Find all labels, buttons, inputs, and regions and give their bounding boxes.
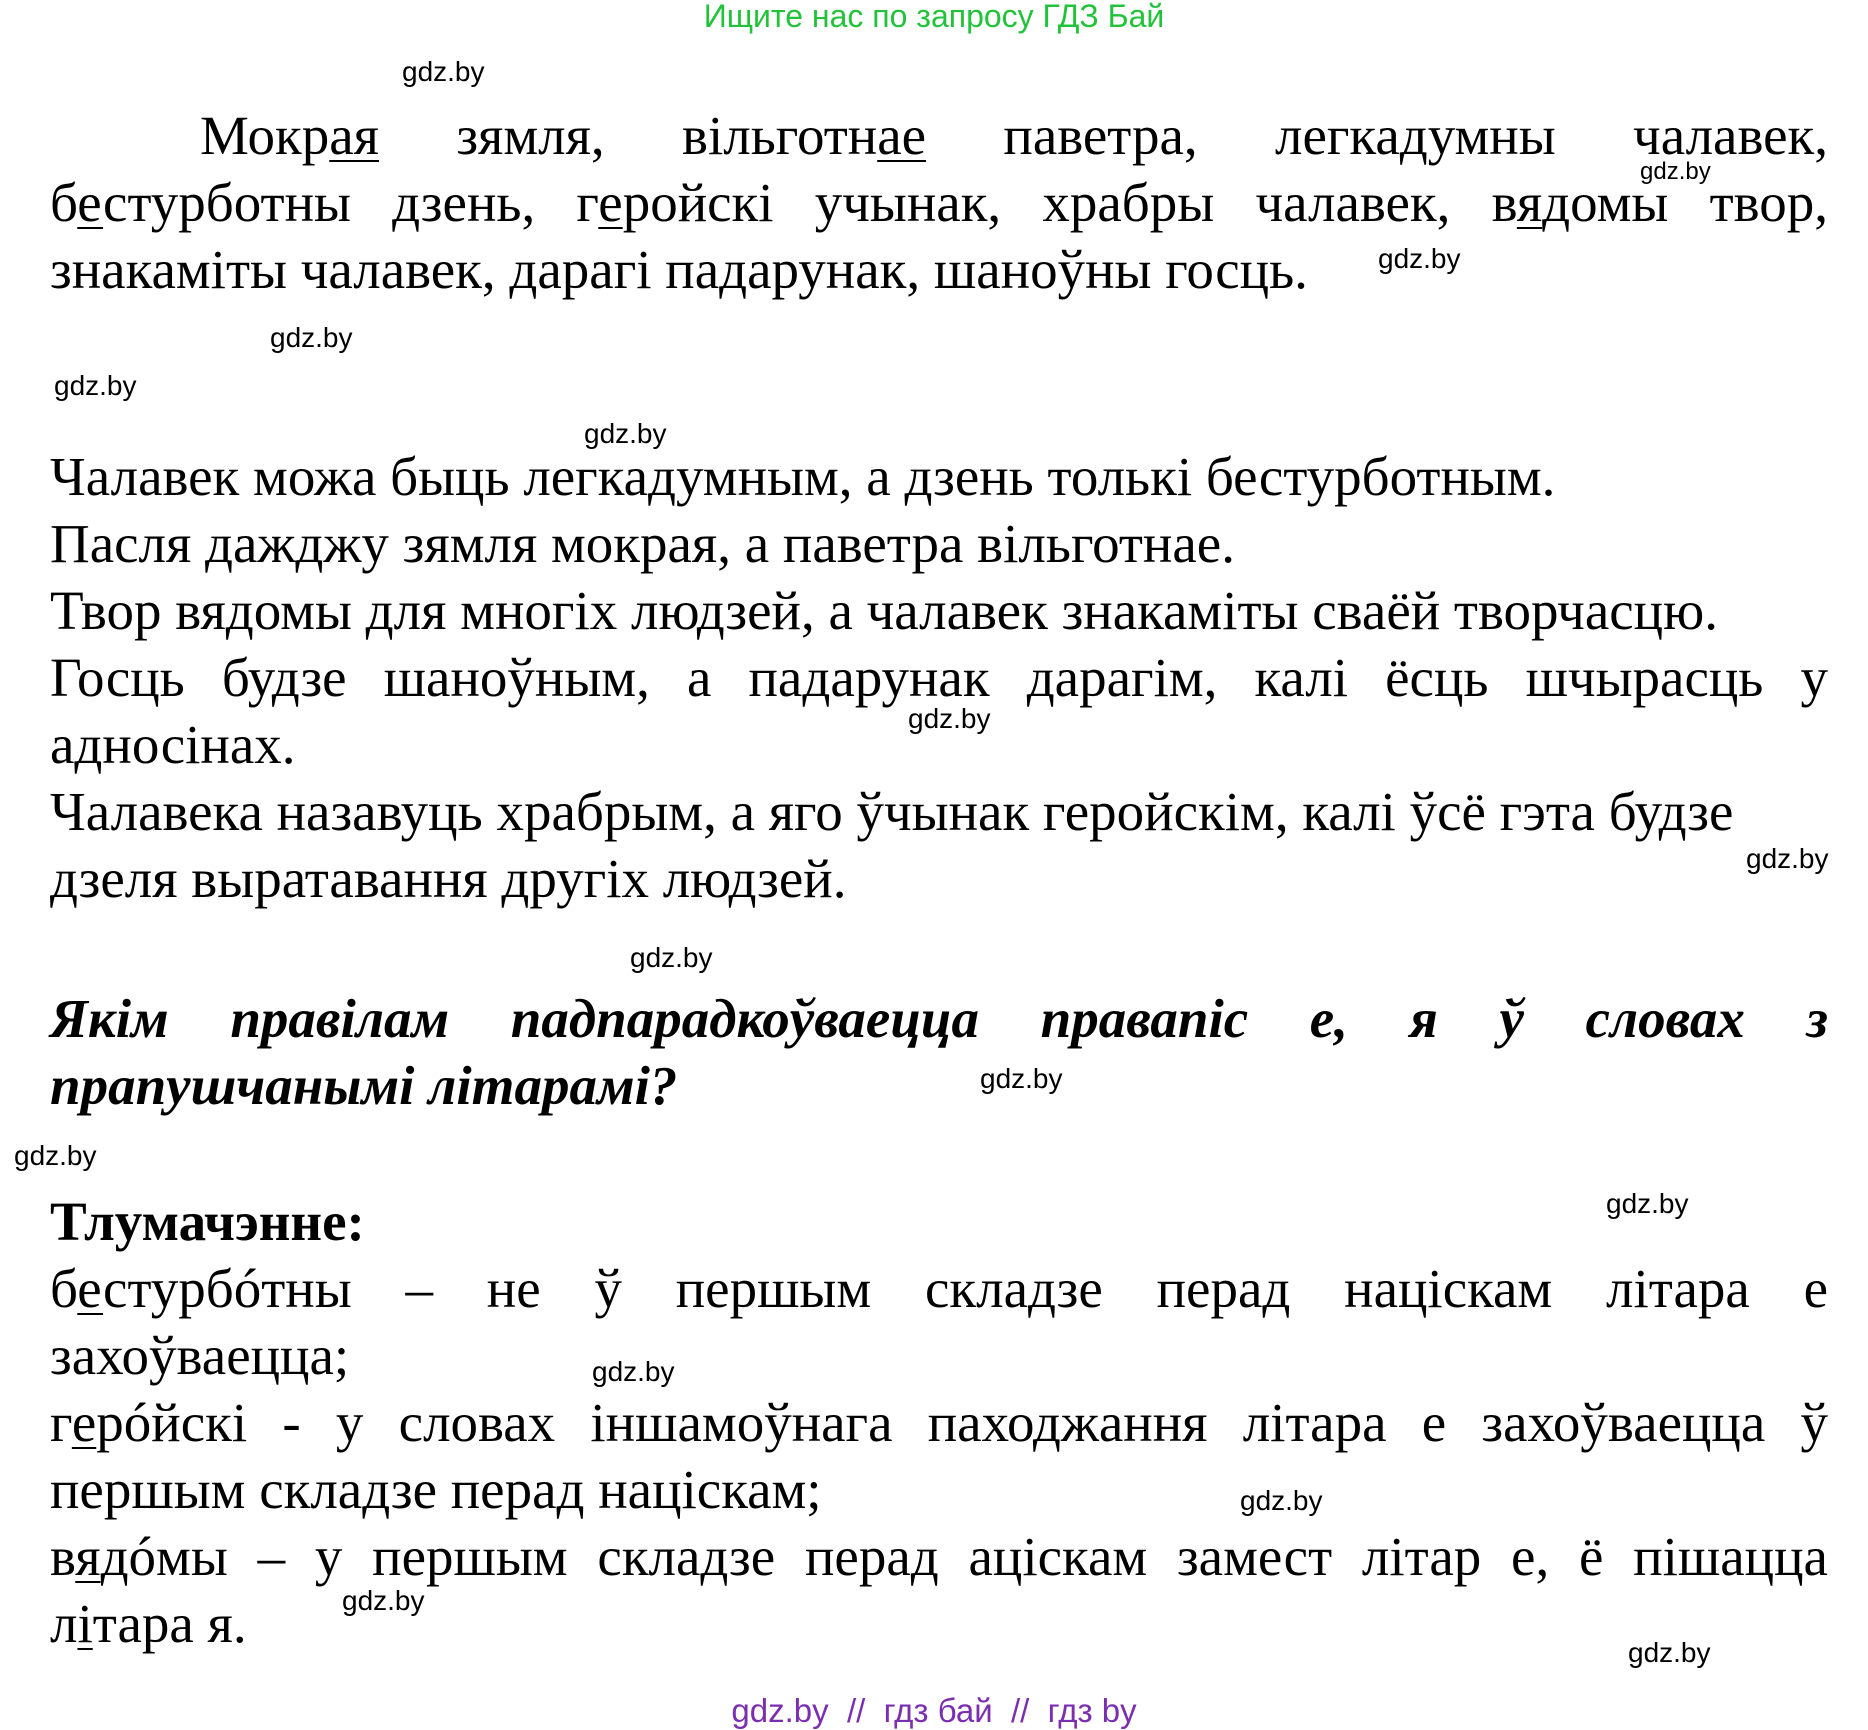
word: геройскі <box>576 172 774 233</box>
question-line-2: прапушчанымі літарамі? <box>50 1055 678 1116</box>
watermark: gdz.by <box>980 1063 1063 1094</box>
word: правапіс <box>1040 988 1249 1049</box>
word: ў <box>1800 1392 1828 1453</box>
sentence-5-line-1: Чалавека назавуць храбрым, а яго ўчынак геройскім, калі ўсё гэта будзе <box>50 781 1734 842</box>
word: націскам <box>1344 1258 1553 1319</box>
word: твор, <box>1709 172 1828 233</box>
word: падпарадкоўваецца <box>510 988 980 1049</box>
watermark: gdz.by <box>270 322 353 353</box>
word: бестурбóтны <box>50 1258 352 1319</box>
sentence-3: Твор вядомы для многіх людзей, а чалавек знакаміты сваёй творчасцю. <box>50 580 1718 641</box>
word: вядóмы <box>50 1526 228 1587</box>
word: правілам <box>230 988 450 1049</box>
word: іншамоўнага <box>590 1392 893 1453</box>
sentence-5-line-2: дзеля выратавання другіх людзей. <box>50 848 847 909</box>
word: перад <box>804 1526 939 1587</box>
word: вільготнае <box>682 105 927 166</box>
phrases-line-2 <box>50 169 1828 236</box>
word: е <box>1803 1258 1828 1319</box>
sentence-4-line-1 <box>50 644 1828 711</box>
word: чалавек, <box>1255 172 1451 233</box>
watermark: gdz.by <box>402 56 485 87</box>
word: Якім <box>50 988 169 1049</box>
explanation-heading: Тлумачэнне: <box>50 1191 365 1252</box>
footer-links: gdz.by // гдз бай // гдз by <box>731 1692 1137 1729</box>
word: герóйскі <box>50 1392 248 1453</box>
explanation-1-line-1 <box>50 1255 1828 1322</box>
word: легкадумны <box>1275 105 1556 166</box>
word: я <box>1409 988 1438 1049</box>
word: літара <box>1242 1392 1387 1453</box>
word: вядомы <box>1491 172 1669 233</box>
word: захоўваецца <box>1481 1392 1766 1453</box>
word: бестурботны <box>50 172 351 233</box>
word: храбры <box>1042 172 1215 233</box>
word: у <box>335 1392 364 1453</box>
watermark: gdz.by <box>1746 843 1829 874</box>
sentence-4-line-2: адносінах. <box>50 714 296 775</box>
watermark: gdz.by <box>14 1140 97 1171</box>
word: літара <box>1606 1258 1750 1319</box>
word: - <box>282 1392 301 1453</box>
sentence-1: Чалавек можа быць легкадумным, а дзень толькі бестурботным. <box>50 446 1556 507</box>
explanation-3-line-2: літара я. <box>50 1593 247 1654</box>
word: Мокрая <box>200 105 379 166</box>
word: словах <box>1585 988 1745 1049</box>
word: у <box>314 1526 343 1587</box>
watermark: gdz.by <box>584 418 667 449</box>
word: учынак, <box>814 172 1002 233</box>
word: першым <box>372 1526 568 1587</box>
explanation-3-line-1 <box>50 1523 1828 1590</box>
word: пішацца <box>1633 1526 1828 1587</box>
word: падарунак <box>748 647 990 708</box>
word: аціскам <box>968 1526 1148 1587</box>
watermark: gdz.by <box>1628 1637 1711 1668</box>
word: е, <box>1511 1526 1550 1587</box>
sentences-paragraph <box>50 443 1828 912</box>
word: замест <box>1176 1526 1333 1587</box>
word: калі <box>1254 647 1349 708</box>
watermark: gdz.by <box>592 1356 675 1387</box>
word: складзе <box>597 1526 776 1587</box>
word: паходжання <box>927 1392 1208 1453</box>
word: е <box>1421 1392 1447 1453</box>
word: ў <box>594 1258 622 1319</box>
word: будзе <box>221 647 347 708</box>
explanation-2-line-2: першым складзе перад націскам; <box>50 1459 822 1520</box>
word: паветра, <box>1003 105 1198 166</box>
word: а <box>686 647 712 708</box>
word: перад <box>1156 1258 1291 1319</box>
word: дзень, <box>392 172 536 233</box>
word: дарагім, <box>1026 647 1218 708</box>
phrases-line-1 <box>50 102 1828 169</box>
explanation-1-line-2: захоўваецца; <box>50 1325 350 1386</box>
watermark: gdz.by <box>630 942 713 973</box>
word: у <box>1800 647 1828 708</box>
question-line-1 <box>50 985 1828 1052</box>
word: ў <box>1499 988 1524 1049</box>
watermark: gdz.by <box>1606 1188 1689 1219</box>
word: е, <box>1309 988 1348 1049</box>
word: ёсць <box>1385 647 1489 708</box>
watermark: gdz.by <box>908 703 991 734</box>
sentence-2: Пасля дажджу зямля мокрая, а паветра вільготнае. <box>50 513 1235 574</box>
question <box>50 985 1828 1119</box>
watermark: gdz.by <box>342 1585 425 1616</box>
watermark: gdz.by <box>1240 1485 1323 1516</box>
watermark: gdz.by <box>1378 243 1461 274</box>
word: чалавек, <box>1633 105 1828 166</box>
word: з <box>1806 988 1828 1049</box>
explanation-2-line-1 <box>50 1389 1828 1456</box>
word: Госць <box>50 647 185 708</box>
word: словах <box>398 1392 556 1453</box>
phrases-line-3: знакаміты чалавек, дарагі падарунак, шаноўны госць. <box>50 239 1308 300</box>
search-banner: Ищите нас по запросу ГДЗ Бай <box>703 0 1165 34</box>
word: ё <box>1579 1526 1604 1587</box>
word: літар <box>1361 1526 1482 1587</box>
word: – <box>405 1258 433 1319</box>
word: складзе <box>925 1258 1103 1319</box>
word: зямля, <box>456 105 605 166</box>
phrases-paragraph <box>50 102 1828 303</box>
word: першым <box>675 1258 872 1319</box>
watermark: gdz.by <box>1640 158 1711 185</box>
word: не <box>486 1258 541 1319</box>
watermark: gdz.by <box>54 370 137 401</box>
word: – <box>257 1526 286 1587</box>
explanation <box>50 1188 1828 1657</box>
word: шчырасць <box>1525 647 1764 708</box>
word: шаноўным, <box>383 647 650 708</box>
